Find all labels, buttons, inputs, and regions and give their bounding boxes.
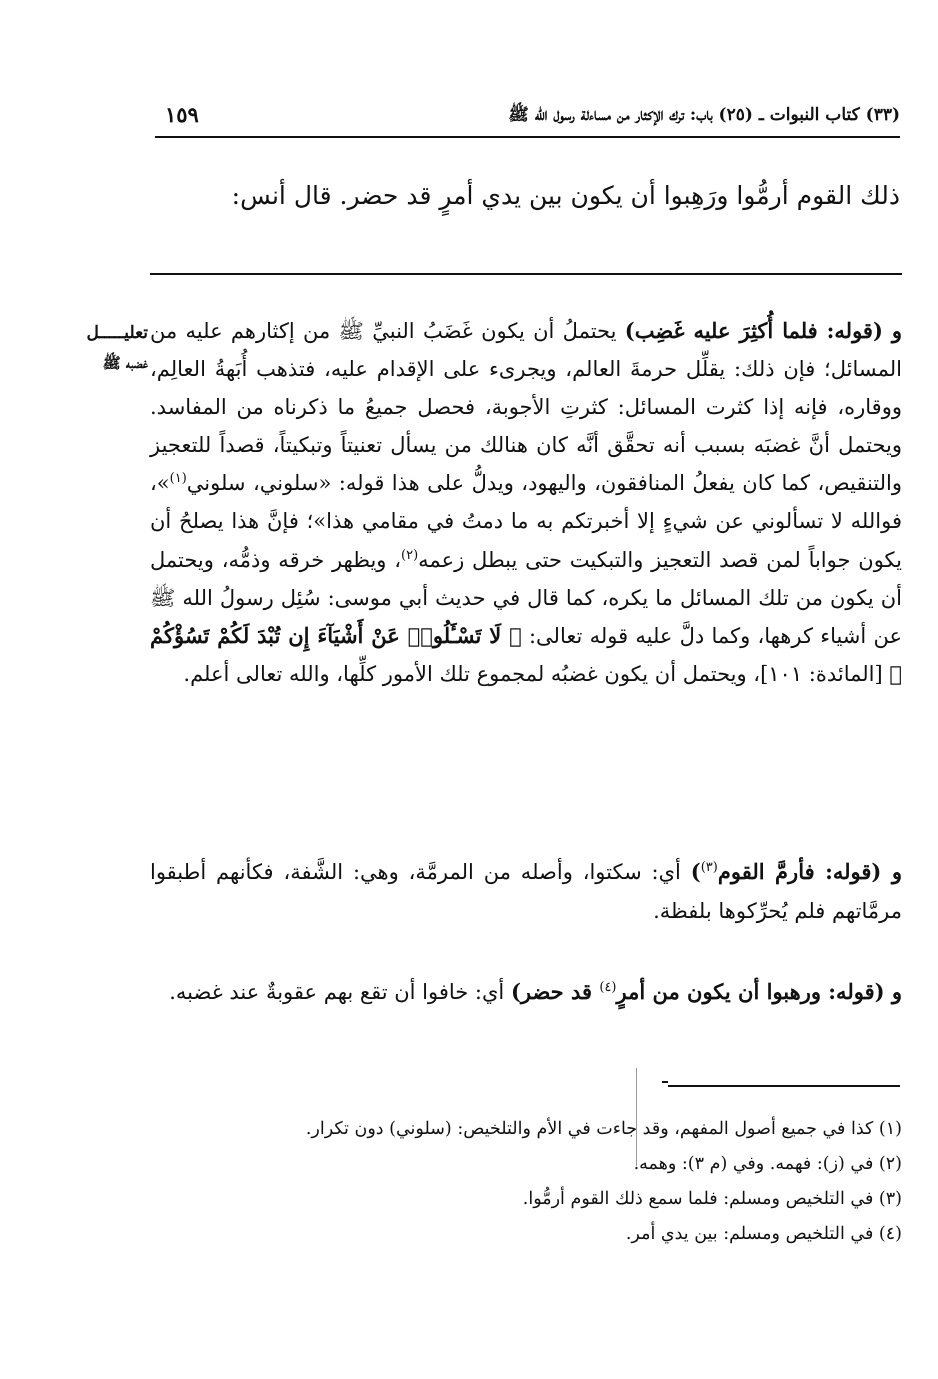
margin-note-line2: غضبه ﷺ (102, 354, 148, 372)
commentary-paragraph-1 (150, 312, 902, 693)
paragraph-text: يحتملُ أن يكون غَضَبُ النبيِّ ﷺ من إكثارهم عليه من المسائل؛ فإن ذلك: يقلِّل حرمةَ العالم، ويجرىء على الإقدام عليه، فتذهب أُبَهةُ العالِم، ووقاره، فإنه إذا كثرت المسائل: كثرتِ الأجوبة، فحصل جميعُ ما ذكرناه من المفاسد. ويحتمل أنَّ غضبَه بسبب أنه تحقَّق أنَّه كان هنالك من يسأل تعنيتاً وتبكيتاً، قصداً للتعجيز والتنقيص، كما كان يفعلُ المنافقون، واليهود، ويدلُّ على هذا قوله: «سلوني، سلوني (150, 319, 902, 496)
footnote-item: (٣) في التلخيص ومسلم: فلما سمع ذلك القوم أرمُّوا. (522, 1189, 902, 1209)
paragraph-text: ، ويظهر خرقه وذمُّه، ويحتمل أن يكون من تلك المسائل ما يكره، كما قال في حديث أبي موسى: سُئِل رسولُ الله ﷺ عن أشياء كرهها، وكما دلَّ عليه قوله تعالى: (150, 547, 902, 648)
paragraph-lead: و (قوله: ورهبوا أن يكون من أمرٍ (616, 979, 902, 1004)
section-divider (150, 273, 902, 275)
paragraph-text: [المائدة: ١٠١]، ويحتمل أن يكون غضبُه لمجموع تلك الأمور كلِّها، والله تعالى أعلم. (183, 661, 890, 686)
footnotes (150, 1112, 902, 1252)
continued-text-line: ذلك القوم أرمُّوا ورَهِبوا أن يكون بين يدي أمرٍ قد حضر. قال أنس: (231, 181, 900, 210)
footnote-item: (٢) في (ز): فهمه. وفي (م ٣): وهمه. (633, 1154, 902, 1174)
footnote-ref: (١) (169, 471, 187, 487)
paragraph-text: أي: خافوا أن تقع بهم عقوبةٌ عند غضبه. (169, 980, 511, 1004)
scan-artifact-dot (662, 1081, 668, 1083)
margin-note (40, 318, 148, 378)
page-number: ١٥٩ (165, 102, 199, 127)
commentary-paragraph-2 (150, 852, 902, 931)
paragraph-lead: و (قوله: فلما أُكثِرَ عليه غَضِب) (624, 318, 902, 343)
footnote-item: (٤) في التلخيص ومسلم: بين يدي أمر. (625, 1224, 902, 1244)
footnote-ref: (٤) (599, 980, 617, 995)
margin-note-line1: تعليـــــل (86, 323, 148, 343)
paragraph-text: »، فوالله لا تسألوني عن شيءٍ إلا أخبرتكم به ما دمتُ في مقامي هذا»؛ فإنَّ هذا يصلحُ أن يكون جواباً لمن قصد التعجيز والتبكيت حتى يبطل زعمه (150, 471, 902, 572)
paragraph-lead-end: ) (690, 859, 701, 884)
paragraph-lead-end: قد حضر) (510, 979, 600, 1004)
paragraph-lead: و (قوله: فأرمَّ القوم (717, 859, 903, 884)
footnote-ref: (٢) (401, 547, 419, 563)
header-title: (٣٣) كتاب النبوات ـ (٢٥) باب: ترك الإكثار من مساءلة رسول الله ﷺ (508, 105, 900, 125)
footnote-item: (١) كذا في جميع أصول المفهم، وقد جاءت في الأم والتلخيص: (سلوني) دون تكرار. (305, 1119, 902, 1139)
footnote-divider (668, 1085, 900, 1087)
paragraph-text: أي: سكتوا، وأصله من المرمَّة، وهي: الشَّفة، فكأنهم أطبقوا مرمَّاتهم فلم يُحرِّكوها بلفظة. (150, 860, 902, 923)
running-header (155, 100, 900, 138)
footnote-ref: (٣) (700, 860, 718, 875)
quran-quote: ﴿ لَا تَسْـَٔلُوا۟ عَنْ أَشْيَآءَ إِن تُبْدَ لَكُمْ تَسُؤْكُمْ ﴾ (150, 622, 902, 686)
commentary-paragraph-3 (150, 972, 902, 1012)
